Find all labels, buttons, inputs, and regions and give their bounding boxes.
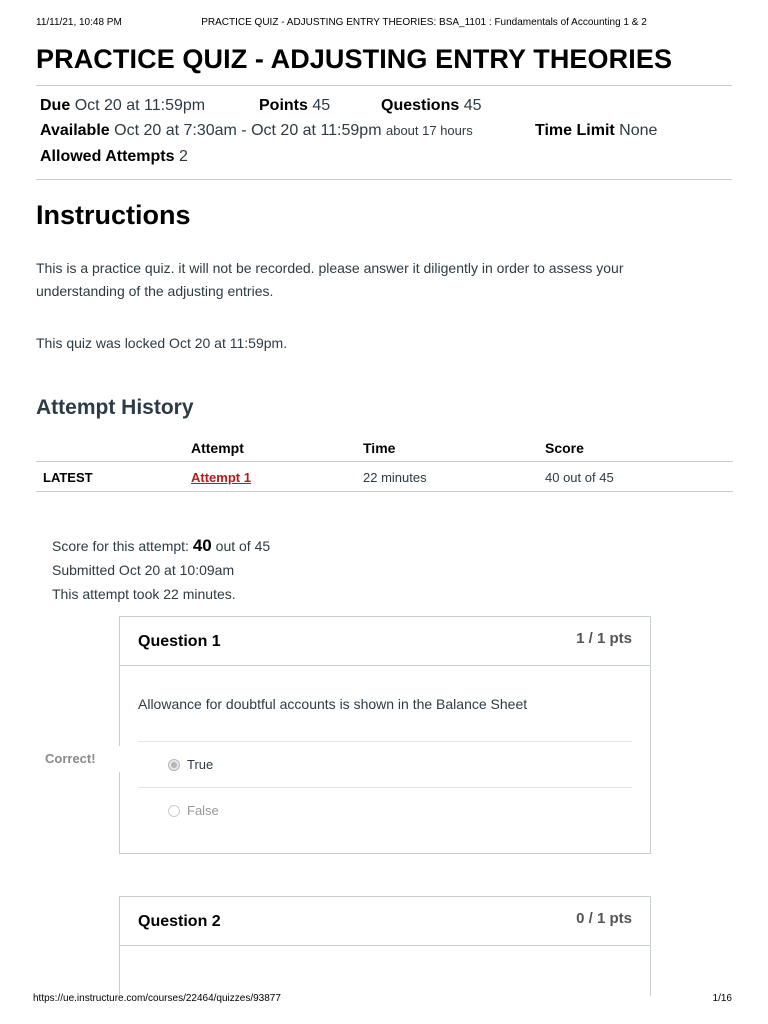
print-header (36, 17, 732, 31)
questions-label: Questions (381, 97, 460, 114)
available-note: about 17 hours (385, 123, 473, 138)
score-cell: 40 out of 45 (545, 470, 614, 485)
answer-option-false[interactable] (138, 787, 632, 833)
due-label: Due (40, 97, 71, 114)
score-suffix: out of 45 (215, 538, 271, 554)
score-value: 40 (192, 536, 212, 555)
questions-detail (381, 97, 481, 115)
attempt-score-line (52, 534, 270, 558)
radio-unselected-icon[interactable] (168, 805, 180, 817)
time-limit-detail (535, 122, 657, 140)
questions-value: 45 (463, 97, 482, 114)
points-label: Points (259, 97, 308, 114)
attempts-label: Allowed Attempts (40, 148, 175, 165)
attempt-cell (191, 470, 251, 485)
due-value: Oct 20 at 11:59pm (74, 97, 206, 114)
answer-option-true[interactable] (138, 741, 632, 787)
column-header-attempt: Attempt (191, 440, 244, 456)
question-header (120, 617, 650, 666)
table-header-row (36, 432, 733, 461)
print-footer (33, 993, 732, 1007)
radio-selected-icon[interactable] (168, 759, 180, 771)
score-prefix: Score for this attempt: (52, 538, 189, 554)
latest-label: LATEST (43, 470, 93, 485)
attempt-summary (52, 534, 270, 606)
page-title: PRACTICE QUIZ - ADJUSTING ENTRY THEORIES (36, 44, 673, 74)
column-header-score: Score (545, 440, 584, 456)
question-points: 1 / 1 pts (576, 630, 632, 647)
points-detail (259, 97, 330, 115)
available-value: Oct 20 at 7:30am - Oct 20 at 11:59pm (114, 122, 382, 139)
question-2-card (119, 896, 651, 996)
time-limit-value: None (619, 122, 658, 139)
available-label: Available (40, 122, 110, 139)
answer-label: True (187, 757, 214, 772)
submitted-line: Submitted Oct 20 at 10:09am (52, 562, 235, 578)
instructions-heading: Instructions (36, 200, 191, 230)
question-1-card (119, 616, 651, 854)
page-url: https://ue.instructure.com/courses/22464/quizzes/93877 (33, 993, 281, 1004)
quiz-locked-notice: This quiz was locked Oct 20 at 11:59pm. (36, 335, 288, 351)
attempt-history-table (36, 432, 733, 492)
time-limit-label: Time Limit (535, 122, 615, 139)
answer-label: False (187, 803, 219, 818)
attempt-history-heading: Attempt History (36, 396, 194, 419)
question-title: Question 2 (138, 913, 221, 930)
attempts-detail (40, 148, 188, 166)
points-value: 45 (312, 97, 331, 114)
duration-line: This attempt took 22 minutes. (52, 586, 236, 602)
print-datetime: 11/11/21, 10:48 PM (36, 17, 122, 28)
available-detail (40, 122, 473, 140)
correct-answer-flag: Correct! (36, 746, 122, 772)
page-number: 1/16 (712, 993, 732, 1004)
column-header-time: Time (363, 440, 396, 456)
question-text: Allowance for doubtful accounts is shown in the Balance Sheet (138, 696, 528, 712)
time-cell: 22 minutes (363, 470, 427, 485)
divider (36, 85, 732, 86)
divider (36, 179, 732, 180)
instructions-text: This is a practice quiz. it will not be recorded. please answer it diligently in order to assess your understanding of the adjusting entries. (36, 260, 624, 299)
attempts-value: 2 (178, 148, 188, 165)
table-row (36, 461, 733, 492)
print-page-title: PRACTICE QUIZ - ADJUSTING ENTRY THEORIES: BSA_1101 : Fundamentals of Accounting 1 & 2 (201, 17, 647, 28)
due-detail (40, 97, 205, 115)
attempt-1-link[interactable]: Attempt 1 (191, 470, 251, 485)
question-header (120, 897, 650, 946)
question-title: Question 1 (138, 633, 221, 650)
question-points: 0 / 1 pts (576, 910, 632, 927)
